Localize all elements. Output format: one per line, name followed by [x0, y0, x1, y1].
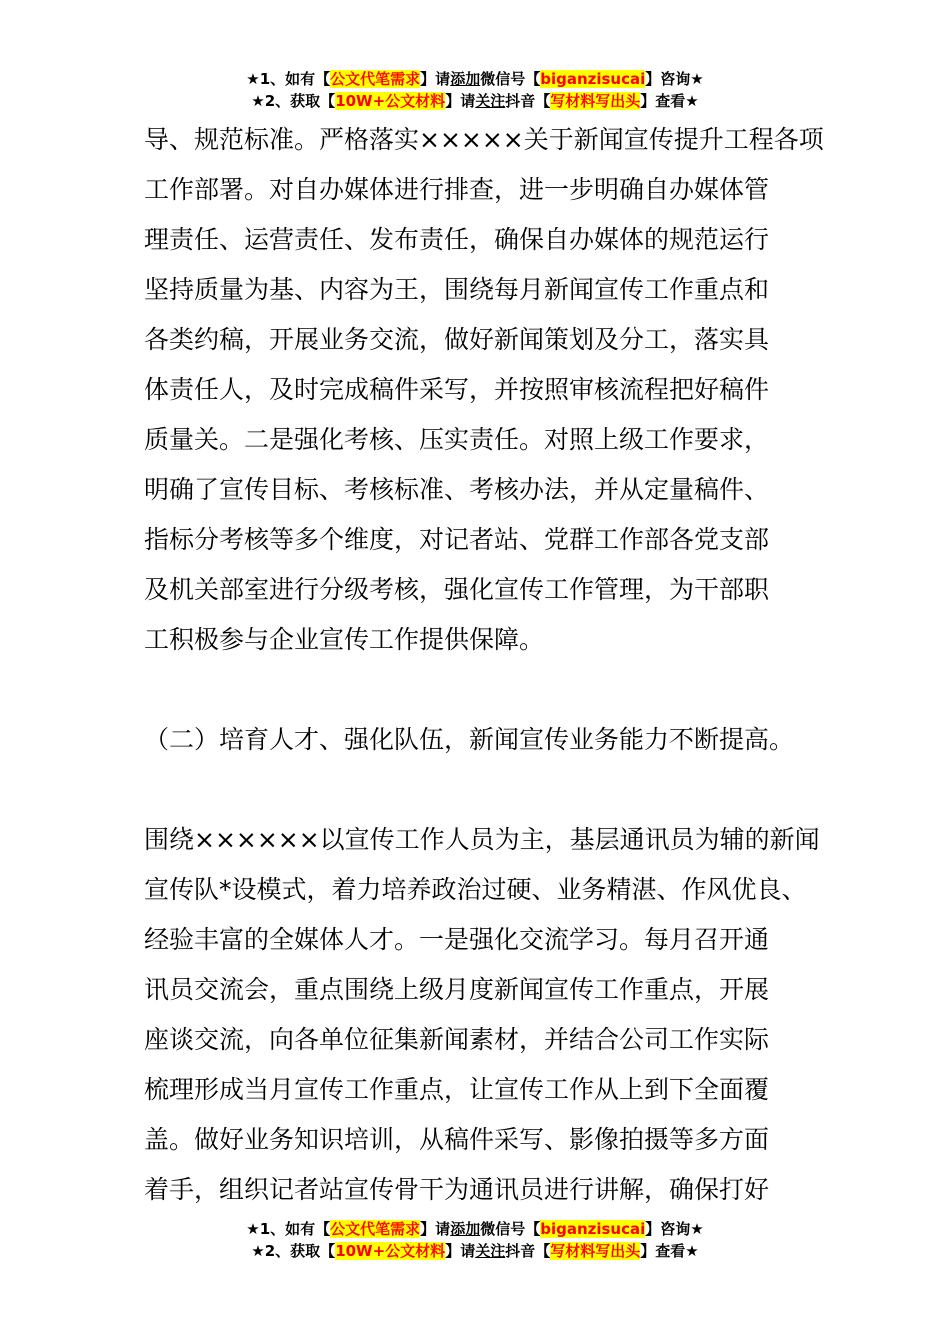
banner-text: 】请: [445, 92, 476, 110]
banner-line-2: [0, 1240, 950, 1262]
star-icon: ★: [246, 70, 260, 88]
body-line: 围绕××××××以宣传工作人员为主，基层通讯员为辅的新闻: [144, 825, 820, 854]
body-line: 梳理形成当月宣传工作重点，让宣传工作从上到下全面覆: [144, 1075, 770, 1104]
body-line: 座谈交流，向各单位征集新闻素材，并结合公司工作实际: [144, 1025, 770, 1054]
star-icon: ★: [251, 1242, 265, 1260]
banner-text: 抖音【: [505, 1242, 551, 1260]
body-line: 工积极参与企业宣传工作提供保障。: [144, 625, 545, 654]
banner-highlight: 公文代笔需求: [330, 70, 421, 88]
banner-text: 微信号【: [480, 1220, 541, 1238]
body-line: 讯员交流会，重点围绕上级月度新闻宣传工作重点，开展: [144, 975, 770, 1004]
banner-text: 】请: [445, 1242, 476, 1260]
banner-underline: 添加: [450, 70, 481, 88]
body-line: 宣传队*设模式，着力培养政治过硬、业务精湛、作风优良、: [144, 875, 807, 904]
body-line: 体责任人，及时完成稿件采写，并按照审核流程把好稿件: [144, 375, 770, 404]
banner-highlight: biganzisucai: [540, 70, 646, 88]
body-line: 明确了宣传目标、考核标准、考核办法，并从定量稿件、: [144, 475, 770, 504]
banner-text: 】查看★: [640, 1242, 699, 1260]
banner-highlight: 公文代笔需求: [330, 1220, 421, 1238]
banner-text: 抖音【: [505, 92, 551, 110]
banner-text: 】咨询★: [645, 1220, 704, 1238]
body-line: 各类约稿，开展业务交流，做好新闻策划及分工，落实具: [144, 325, 770, 354]
body-line: 理责任、运营责任、发布责任，确保自办媒体的规范运行: [144, 225, 770, 254]
body-line: 导、规范标准。严格落实×××××关于新闻宣传提升工程各项: [144, 125, 824, 154]
footer-banner: [0, 1218, 950, 1262]
body-line: 工作部署。对自办媒体进行排查，进一步明确自办媒体管: [144, 175, 770, 204]
banner-underline: 关注: [475, 1242, 506, 1260]
banner-text: 2、获取【: [264, 92, 336, 110]
body-line: 指标分考核等多个维度，对记者站、党群工作部各党支部: [144, 525, 770, 554]
banner-text: 】请: [420, 70, 451, 88]
body-line: 着手，组织记者站宣传骨干为通讯员进行讲解，确保打好: [144, 1175, 770, 1204]
star-icon: ★: [246, 1220, 260, 1238]
banner-underline: 关注: [475, 92, 506, 110]
banner-text: 】咨询★: [645, 70, 704, 88]
banner-line-1: [0, 68, 950, 90]
body-line: 坚持质量为基、内容为王，围绕每月新闻宣传工作重点和: [144, 275, 770, 304]
body-line: 经验丰富的全媒体人才。一是强化交流学习。每月召开通: [144, 925, 770, 954]
banner-text: 2、获取【: [264, 1242, 336, 1260]
banner-line-2: [0, 90, 950, 112]
body-line: 质量关。二是强化考核、压实责任。对照上级工作要求，: [144, 425, 770, 454]
header-banner: [0, 68, 950, 112]
banner-highlight: biganzisucai: [540, 1220, 646, 1238]
banner-highlight: 10W+公文材料: [335, 92, 446, 110]
body-line: 盖。做好业务知识培训，从稿件采写、影像拍摄等多方面: [144, 1125, 770, 1154]
star-icon: ★: [251, 92, 265, 110]
banner-highlight: 写材料写出头: [550, 92, 641, 110]
banner-text: 微信号【: [480, 70, 541, 88]
banner-highlight: 10W+公文材料: [335, 1242, 446, 1260]
banner-text: 】请: [420, 1220, 451, 1238]
banner-text: 1、如有【: [259, 1220, 331, 1238]
section-heading: （二）培育人才、强化队伍，新闻宣传业务能力不断提高。: [144, 725, 795, 754]
banner-underline: 添加: [450, 1220, 481, 1238]
banner-line-1: [0, 1218, 950, 1240]
body-line: 及机关部室进行分级考核，强化宣传工作管理，为干部职: [144, 575, 770, 604]
banner-text: 】查看★: [640, 92, 699, 110]
banner-highlight: 写材料写出头: [550, 1242, 641, 1260]
banner-text: 1、如有【: [259, 70, 331, 88]
